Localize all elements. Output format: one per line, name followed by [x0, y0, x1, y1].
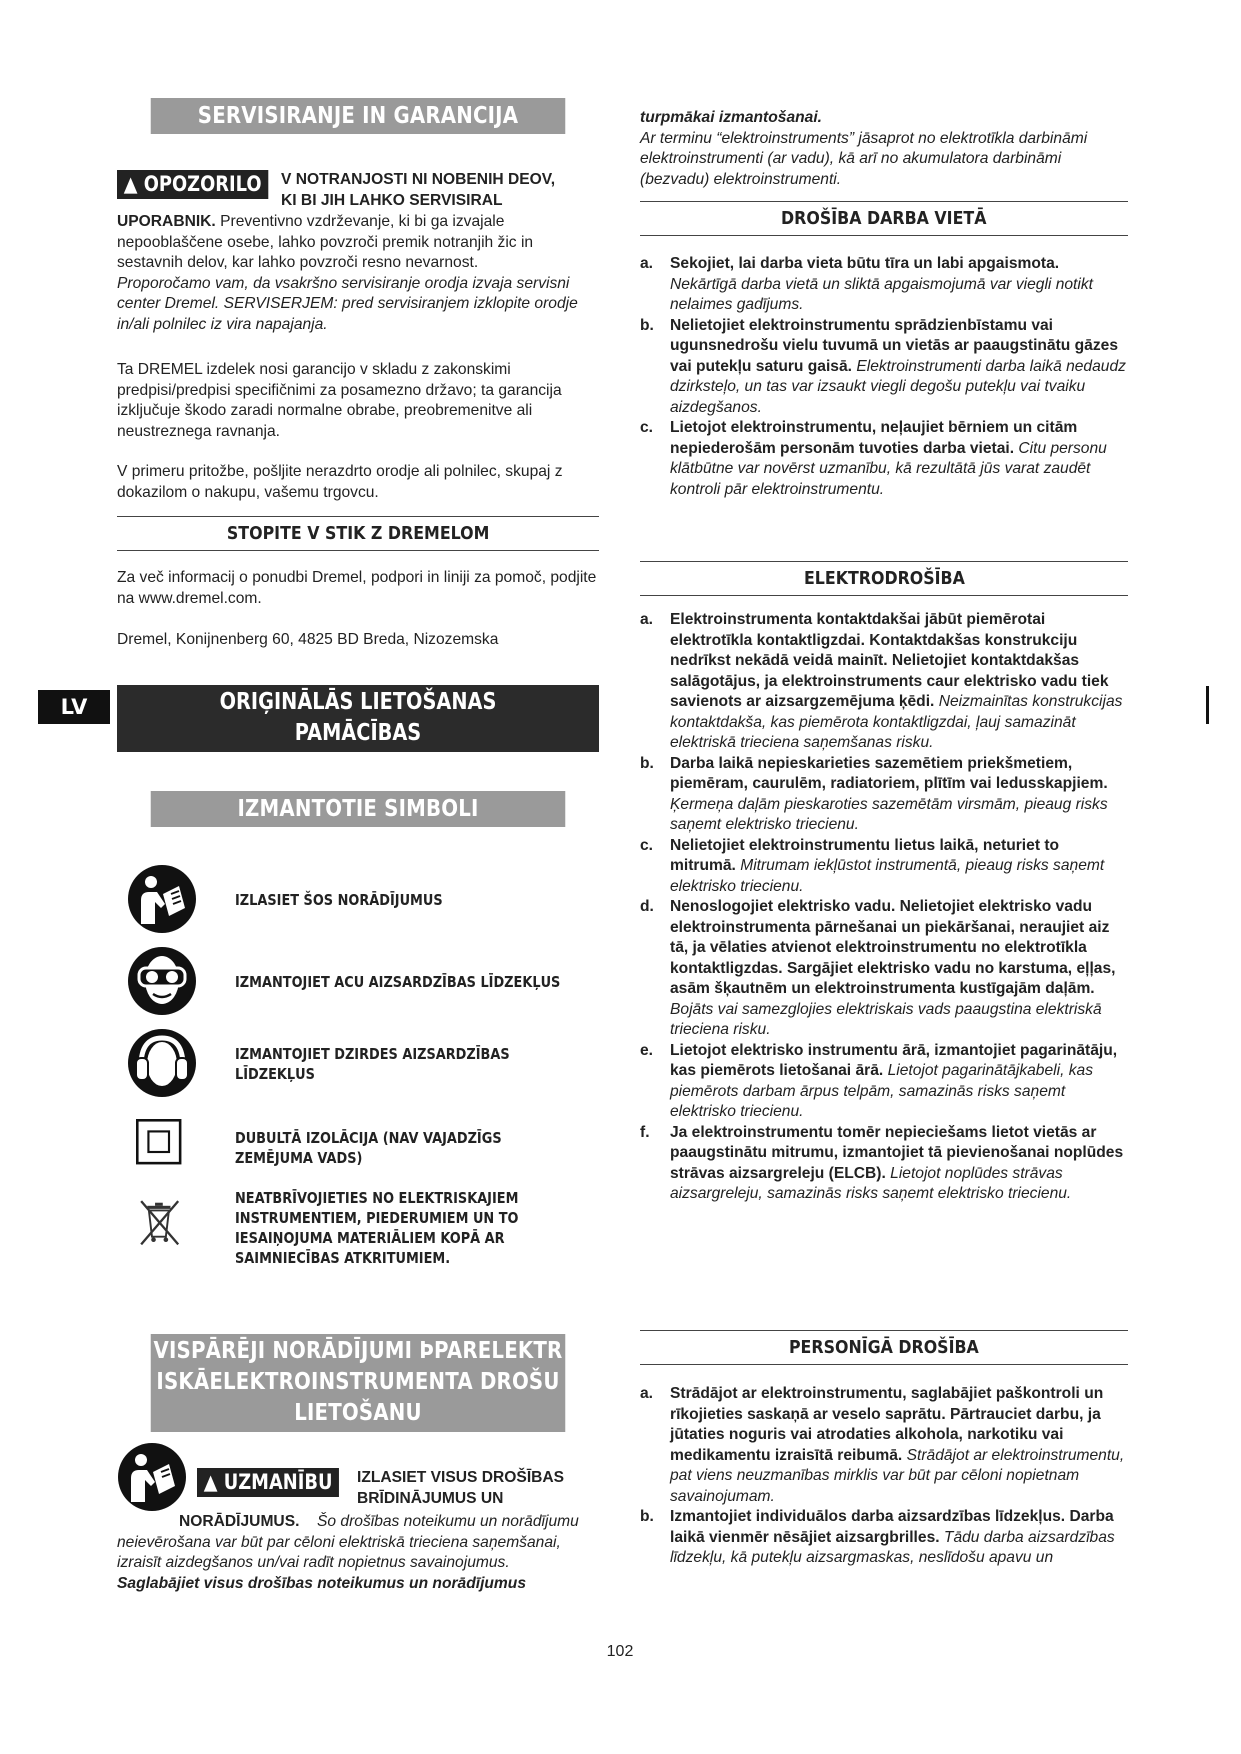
list-item	[640, 1123, 1128, 1205]
symbol-row-read	[117, 864, 599, 940]
darba-title-bar	[640, 201, 1128, 236]
opozorilo-head3: UPORABNIK.	[117, 213, 216, 230]
list-item-bold: Nelietojiet elektroinstrumentu sprādzienbīstamu vai ugunsnedrošu vielu tuvumā un vietās ar paaugstinātu gāzes vai putekļu saturu gaisā.	[670, 316, 1118, 375]
visp-title-2: ISKĀELEKTROINSTRUMENTA DROŠU	[156, 1369, 560, 1395]
orig-title-1: ORIĢINĀLĀS LIETOŠANAS PAMĀCĪBAS	[219, 689, 497, 746]
list-item-bold: Strādājot ar elektroinstrumentu, saglabājiet paškontroli un rīkojieties saskaņā ar veselo saprātu. Pārtrauciet darbu, ja jūtaties noguris vai atrodaties alkohola, narkotiku vai medikamentu izraisītā reibumā.	[670, 1385, 1104, 1464]
servis-title: SERVISIRANJE IN GARANCIJA	[197, 103, 519, 129]
list-item-bold: Ja elektroinstrumentu tomēr nepieciešams lietot vietās ar paaugstinātu mitrumu, izmantojiet tā pievienošanai noplūdes strāvas aizsargreleju (ELCB).	[670, 1123, 1124, 1182]
uzmanibu-label: UZMANĪBU	[223, 1470, 333, 1494]
warning-triangle-icon: ▲	[203, 1470, 224, 1494]
symbol-text: IZLASIET ŠOS NORĀDĪJUMUS	[235, 891, 443, 909]
list-item-italic: Ķermeņa daļām pieskaroties sazemētām virsmām, pieaug risks saņemt elektrisko triecienu.	[670, 795, 1108, 833]
safety-goggles-icon	[127, 946, 197, 1016]
list-item	[640, 316, 1128, 419]
list-item	[640, 418, 1128, 500]
list-item	[640, 897, 1128, 1041]
list-item-bold: Darba laikā nepieskarieties sazemētiem priekšmetiem, piemēram, caurulēm, radiatoriem, plītīm vai ledusskapjiem.	[670, 754, 1108, 792]
uzmanibu-head3: NORĀDĪJUMUS.	[179, 1513, 300, 1530]
visp-title-1: VISPĀRĒJI NORĀDĪJUMI ÞPARELEKTR	[153, 1338, 563, 1364]
simboli-title-banner	[151, 791, 566, 827]
side-marker	[1206, 686, 1209, 724]
list-item-bold: Nenoslogojiet elektrisko vadu. Nelietojiet elektrisko vadu elektroinstrumenta pārnešanai un piekāršanai, neraujiet aiz tā, ja vēlaties atvienot elektroinstrumentu no elektrotīkla kontaktligzdas. Sargājiet elektrisko vadu no karstuma, eļļas, asām šķautnēm un elektroinstrumenta kustīgajām daļām.	[670, 898, 1116, 997]
ear-protection-icon	[127, 1028, 197, 1098]
list-item	[640, 1041, 1128, 1123]
list-item-bold: Sekojiet, lai darba vieta būtu tīra un labi apgaismota.	[670, 255, 1060, 272]
intro-italic: Ar terminu “elektroinstruments” jāsaprot no elektrotīkla darbināmi elektroinstrumenti (ar vadu), kā arī no akumulatora darbināmi (bezvadu) elektroinstrumenti.	[640, 129, 1088, 188]
list-item-italic: Tādu darba aizsardzības līdzekļu, kā putekļu aizsargmaskas, neslīdošu apavu un	[670, 1528, 1115, 1566]
intro-bold: turpmākai izmantošanai.	[640, 109, 822, 126]
list-marker: d.	[640, 898, 654, 915]
list-marker: a.	[640, 611, 654, 628]
list-item-italic: Citu personu klātbūtne var novērst uzmanību, kā rezultātā jūs varat zaudēt kontroli pār elektroinstrumentu.	[670, 439, 1107, 498]
person-title: PERSONĪGĀ DROŠĪBA	[789, 1337, 979, 1358]
symbol-text: DUBULTĀ IZOLĀCIJA (NAV VAJADZĪGS ZEMĒJUMA VADS)	[235, 1129, 502, 1167]
list-marker: b.	[640, 754, 654, 772]
crossed-bin-icon	[135, 1192, 189, 1252]
servis-title-banner	[151, 98, 566, 134]
double-insulation-icon	[133, 1116, 193, 1176]
list-item-bold: Nelietojiet elektroinstrumentu lietus laikā, neturiet to mitrumā.	[670, 836, 1060, 874]
stopite-p1: Za več informacij o ponudbi Dremel, podpori in liniji za pomoč, podjite na www.dremel.com.	[117, 569, 597, 607]
list-item-italic: Bojāts vai samezglojies elektriskais vads paaugstina elektriskā trieciena risku.	[670, 1000, 1102, 1038]
symbol-row-double-insulation	[117, 1110, 599, 1186]
orig-title-banner	[117, 685, 599, 777]
uzmanibu-italic: Šo drošības noteikumu un norādījumu neievērošana var būt par cēloni elektriskā trieciena saņemšanai, izraisīt aizdegšanos un/vai radīt nopietnus savainojumus.	[117, 1513, 579, 1571]
opozorilo-head2: KI BI JIH LAHKO SERVISIRAL	[281, 191, 503, 209]
list-item-italic: Lietojot pagarinātājkabeli, kas piemērots darbam ārpus telpām, samazinās risks saņemt elektrisko triecienu.	[670, 1062, 1094, 1120]
list-item-italic: Mitrumam iekļūstot instrumentā, pieaug risks saņemt elektrisko triecienu.	[670, 857, 1105, 895]
list-marker: a.	[640, 1385, 654, 1402]
stopite-p2: Dremel, Konijnenberg 60, 4825 BD Breda, Nizozemska	[117, 631, 499, 648]
person-title-bar	[640, 1330, 1128, 1365]
list-item	[640, 254, 1128, 316]
symbol-row-weee	[117, 1184, 599, 1284]
warning-triangle-icon: ▲	[123, 172, 144, 196]
darba-title: DROŠĪBA DARBA VIETĀ	[781, 208, 987, 229]
page-number: 102	[606, 1643, 634, 1660]
symbol-text: NEATBRĪVOJIETIES NO ELEKTRISKAJIEM INSTRUMENTIEM, PIEDERUMIEM UN TO IESAIŅOJUMA MATERIĀLIEM KOPĀ AR SAIMNIECĪBAS ATKRITUMIEM.	[235, 1189, 519, 1267]
garancija-p1: Ta DREMEL izdelek nosi garancijo v skladu z zakonskimi predpisi/predpisi specifičnimi za posamezno državo; ta garancija izključuje škodo zaradi normalne obrabe, preobremenitve ali neustreznega ravnanja.	[117, 361, 562, 440]
right-intro	[640, 108, 1128, 190]
list-item-bold: Elektroinstrumenta kontaktdakšai jābūt piemērotai elektrotīkla kontaktligzdai. Kontaktdakšas konstrukciju nedrīkst nekādā veidā mainīt. Nelietojiet kontaktdakšas salāgotājus, ja elektroinstruments caur elektrisko vadu tiek savienots ar aizsargzemējuma ķēdi.	[670, 611, 1109, 710]
list-marker: f.	[640, 1123, 650, 1141]
opozorilo-body: Preventivno vzdrževanje, ki bi ga izvajale nepooblaščene osebe, lahko povzroči premik notranjih žic in sestavnih delov, kar lahko povzroči resno nevarnost.	[117, 213, 534, 271]
elektro-list	[640, 610, 1128, 1205]
read-manual-icon	[127, 864, 197, 934]
uzmanibu-block	[117, 1442, 599, 1594]
list-marker: c.	[640, 419, 654, 436]
list-item-italic: Elektroinstrumenti darba laikā nedaudz dzirksteļo, un tas var izsaukt viegli degošu putekļu vai tvaiku aizdegšanos.	[670, 357, 1126, 416]
list-item-italic: Lietojot noplūdes strāvas aizsargreleju, samazinās risks saņemt elektrisko triecienu.	[670, 1164, 1072, 1202]
stopite-title: STOPITE V STIK Z DREMELOM	[226, 523, 490, 544]
symbol-text: IZMANTOJIET DZIRDES AIZSARDZĪBAS LĪDZEKĻUS	[235, 1045, 510, 1083]
list-item	[640, 1507, 1128, 1569]
list-item-italic: Neizmainītas konstrukcijas kontaktdakša, kas piemērota kontaktligzdai, ļauj samazināt elektriskā trieciena saņemšanas risku.	[670, 693, 1123, 751]
simboli-title: IZMANTOTIE SIMBOLI	[237, 796, 479, 822]
uzmanibu-badge	[197, 1468, 339, 1497]
symbol-text: IZMANTOJIET ACU AIZSARDZĪBAS LĪDZEKĻUS	[235, 973, 561, 991]
garancija-p2: V primeru pritožbe, pošljite nerazdrto orodje ali polnilec, skupaj z dokazilom o nakupu, vašemu trgovcu.	[117, 463, 563, 501]
opozorilo-head1: V NOTRANJOSTI NI NOBENIH DEOV,	[281, 171, 556, 188]
uzmanibu-head2: BRĪDINĀJUMUS UN	[357, 1489, 504, 1507]
list-marker: b.	[640, 316, 654, 334]
list-item-bold: Lietojot elektroinstrumentu, neļaujiet bērniem un citām nepiederošām personām tuvoties darba vietai.	[670, 419, 1078, 457]
list-marker: e.	[640, 1041, 654, 1059]
uzmanibu-head1: IZLASIET VISUS DROŠĪBAS	[357, 1469, 565, 1486]
language-tab-lv: LV	[38, 690, 110, 724]
list-marker: a.	[640, 255, 654, 272]
visp-title-3: LIETOŠANU	[294, 1400, 422, 1426]
list-item-italic: Strādājot ar elektroinstrumentu, pat viens neuzmanības mirklis var būt par cēloni nopietnam savainojumam.	[670, 1446, 1125, 1505]
list-item	[640, 754, 1128, 836]
stopite-title-bar	[117, 516, 599, 551]
elektro-title-bar	[640, 561, 1128, 596]
list-marker: b.	[640, 1508, 654, 1525]
list-item	[640, 836, 1128, 898]
darba-list	[640, 254, 1128, 500]
visp-title-banner	[151, 1334, 566, 1432]
read-manual-icon	[117, 1442, 187, 1512]
list-item-bold: Lietojot elektrisko instrumentu ārā, izmantojiet pagarinātāju, kas piemērots lietošanai ārā.	[670, 1041, 1118, 1079]
list-item-italic: Nekārtīgā darba vietā un sliktā apgaismojumā var viegli notikt nelaimes gadījums.	[670, 275, 1093, 313]
opozorilo-italic: Proporočamo vam, da vsakršno servisiranje orodja izvaja servisni center Dremel. SERVISERJEM: pred servisiranjem izklopite orodje in/ali polnilec iz vira napajanja.	[117, 274, 578, 333]
opozorilo-badge	[117, 170, 268, 199]
list-item	[640, 1384, 1128, 1507]
symbol-row-goggles	[117, 946, 599, 1022]
list-item	[640, 610, 1128, 754]
uzmanibu-bold-italic: Saglabājiet visus drošības noteikumus un norādījumus	[117, 1574, 526, 1592]
symbol-row-ear	[117, 1028, 599, 1104]
list-marker: c.	[640, 836, 654, 854]
opozorilo-label: OPOZORILO	[143, 172, 262, 196]
list-item-bold: Izmantojiet individuālos darba aizsardzības līdzekļus. Darba laikā vienmēr nēsājiet aizsargbrilles.	[670, 1508, 1114, 1546]
elektro-title: ELEKTRODROŠĪBA	[803, 568, 965, 589]
orig-title-2: TULKOJUMS	[294, 751, 422, 777]
opozorilo-block	[117, 168, 599, 335]
person-list	[640, 1384, 1128, 1569]
